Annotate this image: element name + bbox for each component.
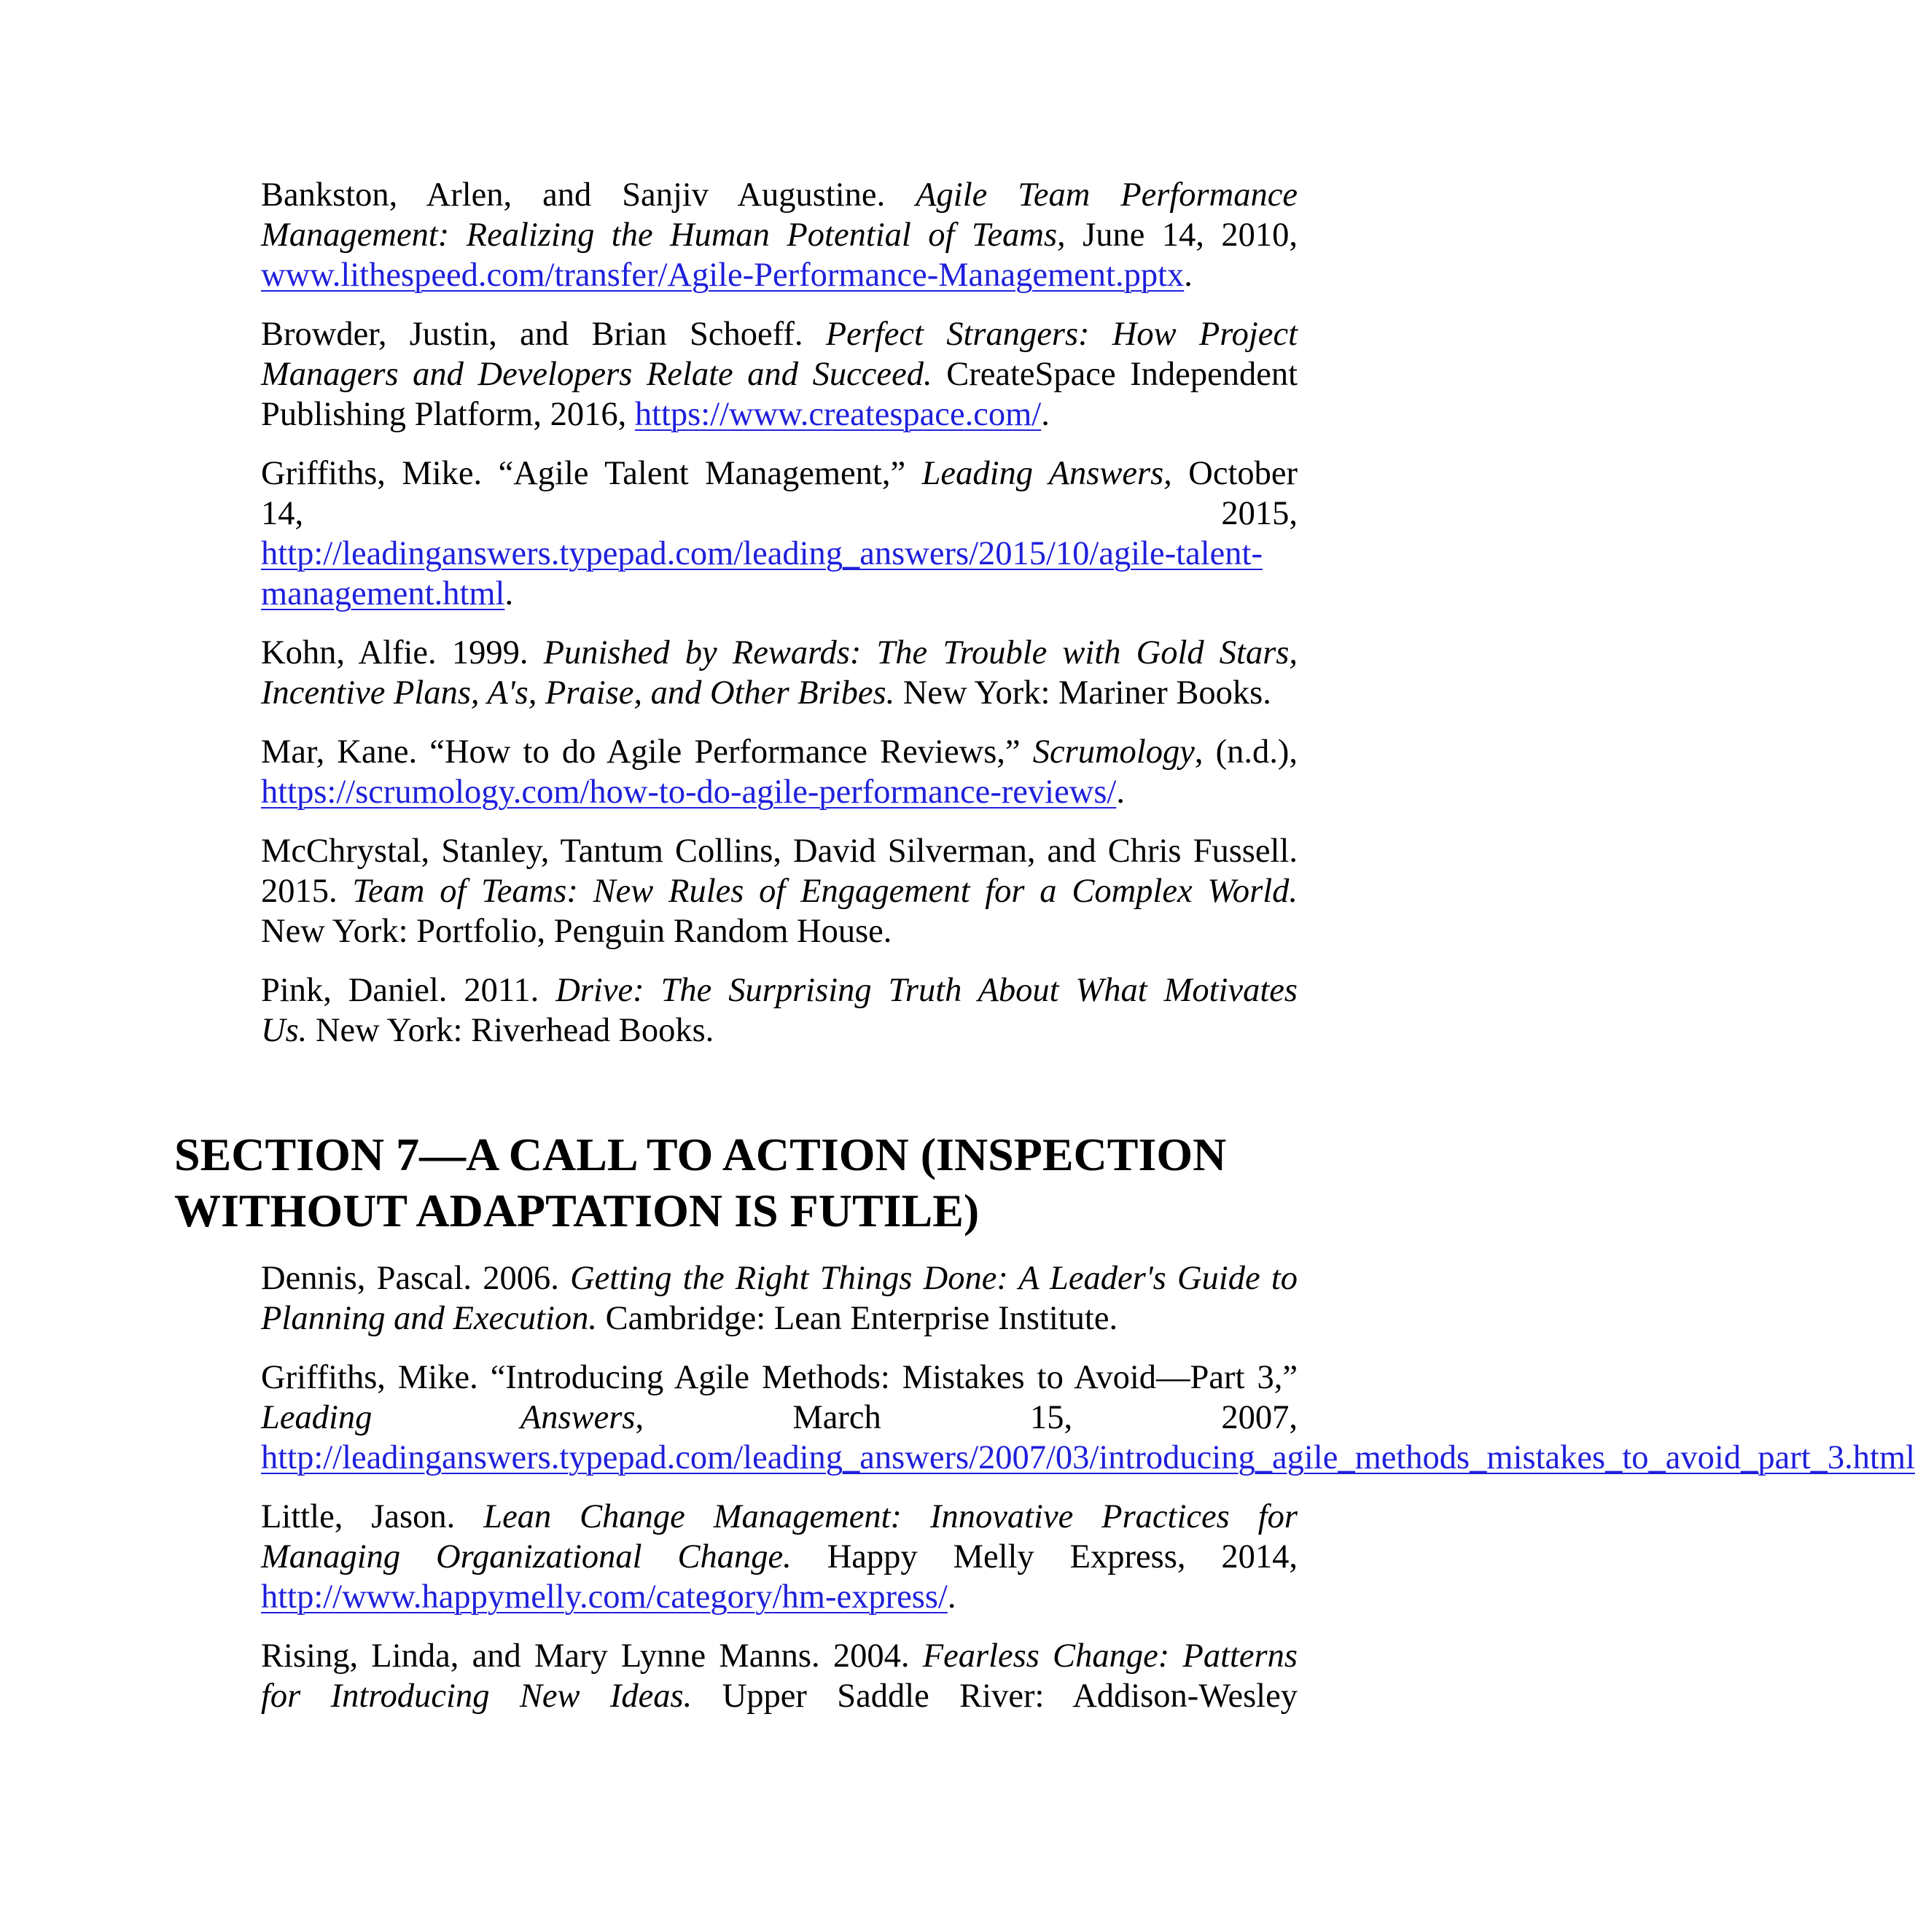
reference-entry (261, 1636, 1298, 1716)
reference-line: Little, Jason. Lean Change Management: Innovative Practices for (261, 1498, 1298, 1535)
reference-entry (261, 970, 1298, 1051)
reference-line (261, 1438, 1915, 1478)
reference-link[interactable]: http://leadinganswers.typepad.com/leading_answers/2007/03/introducing_agile_methods_mistakes_to_avoid_part_3.html (261, 1439, 1915, 1476)
reference-line: for Introducing New Ideas. Upper Saddle River: Addison-Wesley (261, 1678, 1298, 1715)
reference-line: Griffiths, Mike. “Introducing Agile Methods: Mistakes to Avoid—Part 3,” (261, 1359, 1298, 1396)
section-heading-line: WITHOUT ADAPTATION IS FUTILE) (174, 1185, 980, 1236)
reference-line: Planning and Execution. Cambridge: Lean Enterprise Institute. (261, 1300, 1118, 1337)
reference-link[interactable]: http://www.happymelly.com/category/hm-express/ (261, 1578, 948, 1616)
reference-line: www.lithespeed.com/transfer/Agile-Performance-Management.pptx. (261, 257, 1193, 294)
reference-link[interactable]: https://scrumology.com/how-to-do-agile-performance-reviews/ (261, 774, 1117, 811)
reference-line: 14, 2015, (261, 495, 1298, 532)
reference-line: Browder, Justin, and Brian Schoeff. Perfect Strangers: How Project (261, 316, 1298, 353)
reference-line (261, 534, 1298, 574)
reference-link[interactable]: http://leadinganswers.typepad.com/leading_answers/2015/10/agile-talent- (261, 535, 1263, 572)
reference-line: Management: Realizing the Human Potential of Teams, June 14, 2010, (261, 217, 1298, 254)
reference-line: Mar, Kane. “How to do Agile Performance Reviews,” Scrumology, (n.d.), (261, 733, 1298, 771)
reference-line: Pink, Daniel. 2011. Drive: The Surprising Truth About What Motivates (261, 972, 1298, 1009)
reference-line: Rising, Linda, and Mary Lynne Manns. 2004. Fearless Change: Patterns (261, 1637, 1298, 1675)
reference-link[interactable]: https://www.createspace.com/ (634, 396, 1042, 433)
reference-line: 2015. Team of Teams: New Rules of Engagement for a Complex World. (261, 873, 1298, 910)
reference-entry (261, 1497, 1298, 1617)
reference-link[interactable]: www.lithespeed.com/transfer/Agile-Performance-Management.pptx (261, 257, 1185, 294)
reference-line: Managing Organizational Change. Happy Melly Express, 2014, (261, 1538, 1298, 1575)
reference-line: http://www.happymelly.com/category/hm-express/. (261, 1578, 956, 1616)
reference-line: Managers and Developers Relate and Succeed. CreateSpace Independent (261, 356, 1298, 393)
reference-line: Dennis, Pascal. 2006. Getting the Right Things Done: A Leader's Guide to (261, 1260, 1298, 1297)
reference-entry (261, 1258, 1298, 1339)
reference-entry (261, 732, 1298, 812)
reference-line: management.html. (261, 575, 514, 612)
reference-line: New York: Portfolio, Penguin Random House. (261, 913, 892, 950)
reference-line: Publishing Platform, 2016, https://www.createspace.com/. (261, 396, 1050, 433)
reference-line: McChrystal, Stanley, Tantum Collins, David Silverman, and Chris Fussell. (261, 833, 1298, 870)
reference-line: https://scrumology.com/how-to-do-agile-performance-reviews/. (261, 774, 1125, 811)
reference-line: Griffiths, Mike. “Agile Talent Management,” Leading Answers, October (261, 455, 1298, 492)
reference-line: Incentive Plans, A's, Praise, and Other Bribes. New York: Mariner Books. (261, 674, 1271, 712)
reference-entry (261, 314, 1298, 435)
reference-entry (261, 453, 1298, 614)
section-heading (174, 1126, 1413, 1239)
section-heading-line: SECTION 7—A CALL TO ACTION (INSPECTION (174, 1129, 1227, 1180)
reference-line: Kohn, Alfie. 1999. Punished by Rewards: The Trouble with Gold Stars, (261, 634, 1298, 671)
reference-line: Bankston, Arlen, and Sanjiv Augustine. Agile Team Performance (261, 176, 1298, 214)
reference-entry (261, 831, 1298, 951)
reference-entry (261, 633, 1298, 713)
reference-link[interactable]: management.html (261, 575, 505, 612)
reference-line: Leading Answers, March 15, 2007, (261, 1399, 1298, 1436)
reference-entry (261, 1358, 1915, 1478)
reference-entry (261, 175, 1298, 295)
reference-line: Us. New York: Riverhead Books. (261, 1012, 714, 1049)
